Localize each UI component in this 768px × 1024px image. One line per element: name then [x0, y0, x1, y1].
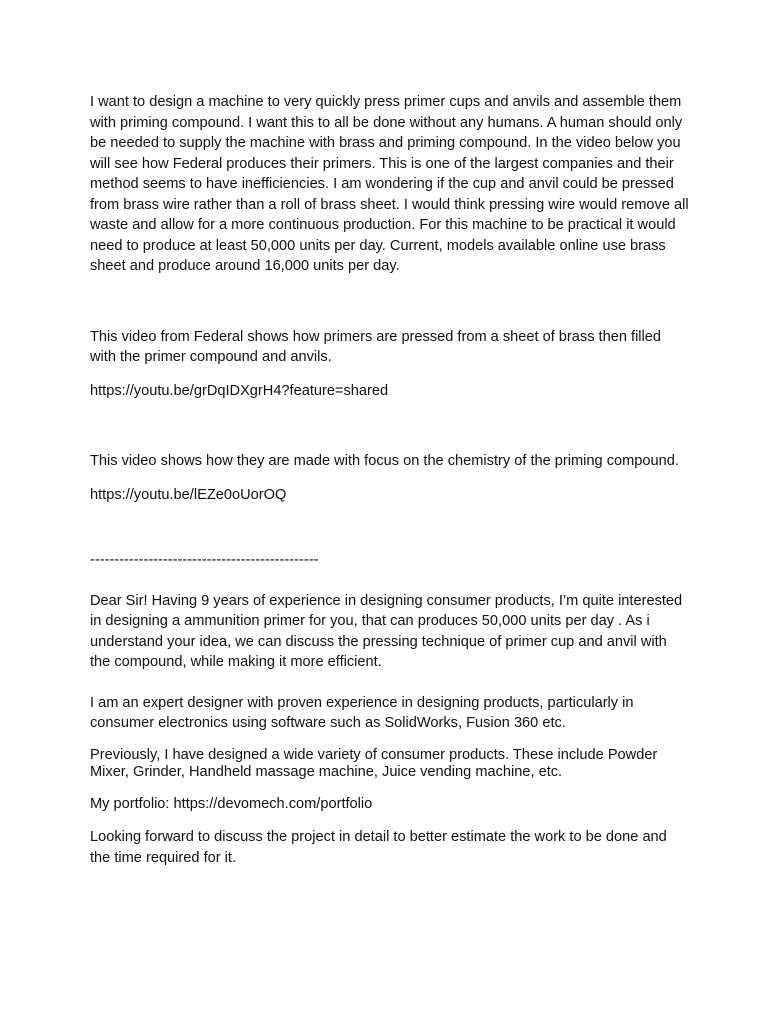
video2-description: This video shows how they are made with focus on the chemistry of the priming compound.: [90, 453, 679, 469]
separator-line: -----------------------------------------------: [90, 552, 319, 568]
request-intro-paragraph: I want to design a machine to very quickly press primer cups and anvils and assemble them with priming compound. I want this to all be done without any humans. A human should only be needed to supply the machine with brass and priming compound. In the video below you will see how Federal produces their primers. This is one of the largest companies and their method seems to have inefficiencies. I am wondering if the cup and anvil could be pressed from brass wire rather than a roll of brass sheet. I would think pressing wire would remove all waste and allow for a more continuous production. For this machine to be practical it would need to produce at least 50,000 units per day. Current, models available online use brass sheet and produce around 16,000 units per day.: [90, 94, 689, 274]
video1-description: This video from Federal shows how primers are pressed from a sheet of brass then filled with the primer compound and anvils.: [90, 328, 662, 365]
video1-link[interactable]: [90, 381, 690, 402]
document-page: [90, 92, 690, 868]
response-expertise-paragraph: I am an expert designer with proven experience in designing products, particularly in consumer electronics using software such as SolidWorks, Fusion 360 etc.: [90, 694, 634, 731]
portfolio-line: My portfolio: https://devomech.com/portfolio: [90, 795, 373, 812]
video2-link[interactable]: [90, 485, 690, 506]
video1-url[interactable]: https://youtu.be/grDqIDXgrH4?feature=shared: [90, 382, 389, 399]
video2-url[interactable]: https://youtu.be/lEZe0oUorOQ: [90, 486, 287, 503]
response-previous-work-paragraph: Previously, I have designed a wide variety of consumer products. These include Powder Mixer, Grinder, Handheld massage machine, Juice vending machine, etc.: [90, 746, 658, 780]
response-greeting-paragraph: Dear Sir! Having 9 years of experience in designing consumer products, I’m quite interested in designing a ammunition primer for you, that can produces 50,000 units per day . As i understand your idea, we can discuss the pressing technique of primer cup and anvil with the compound, while making it more efficient.: [90, 592, 683, 670]
response-closing-paragraph: Looking forward to discuss the project in detail to better estimate the work to be done and the time required for it.: [90, 829, 667, 866]
